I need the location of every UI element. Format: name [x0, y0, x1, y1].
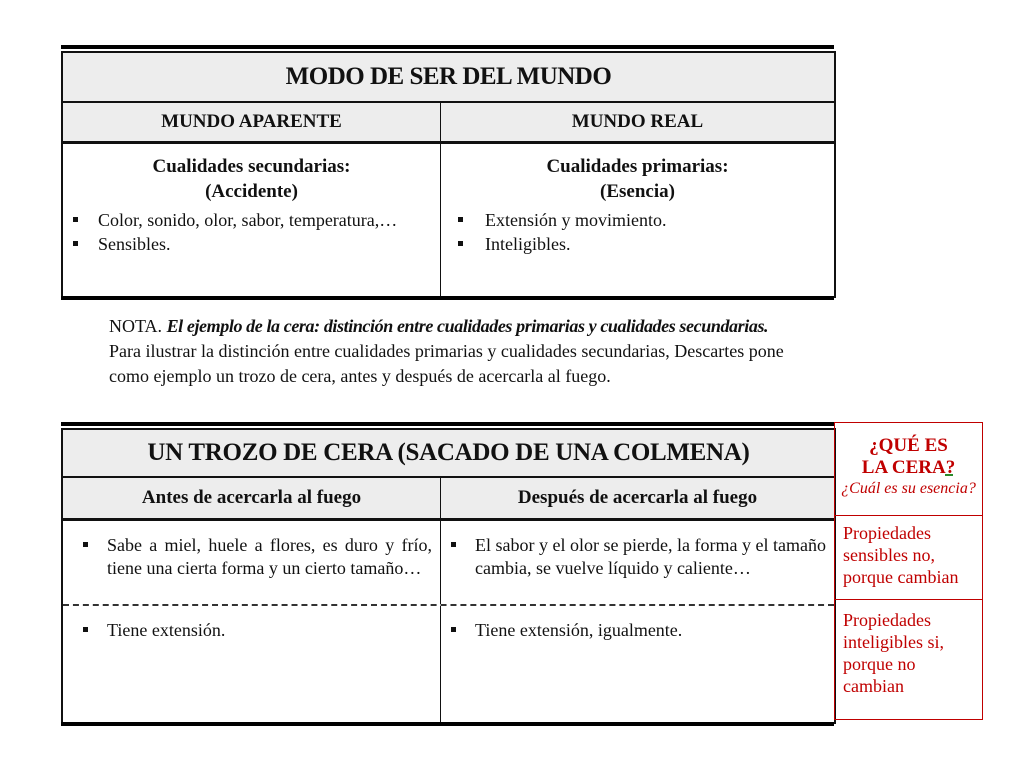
- list-item: [475, 534, 826, 580]
- cell-heading: [63, 154, 440, 204]
- side-subquestion: ¿Cuál es su esencia?: [841, 480, 976, 497]
- heading-line: Cualidades secundarias:: [152, 156, 351, 177]
- column-header-mundo-aparente: MUNDO APARENTE: [63, 103, 441, 141]
- side-question-line: LA CERA?: [861, 457, 956, 478]
- cell-despues: [441, 606, 834, 722]
- nota-label: NOTA.: [109, 316, 163, 336]
- bullet-icon: [458, 217, 463, 222]
- list-item: [63, 208, 440, 232]
- side-note-line: sensibles no,: [843, 545, 935, 565]
- list-item: [63, 232, 440, 256]
- list-item-text: Extensión y movimiento.: [485, 210, 667, 230]
- side-note-line: Propiedades: [843, 523, 931, 543]
- bullet-list: [63, 208, 440, 256]
- side-note-inteligibles: [835, 601, 982, 719]
- bullet-icon: [451, 627, 456, 632]
- side-note-line: porque no: [843, 654, 916, 674]
- cell-despues: [441, 521, 834, 604]
- spellcheck-squiggle-icon: [945, 466, 953, 476]
- table-bottom-rule: [61, 722, 834, 726]
- list-item: [441, 232, 834, 256]
- list-item-text: Color, sonido, olor, sabor, temperatura,…: [98, 210, 398, 230]
- table-row: [63, 521, 834, 606]
- side-question: [835, 435, 982, 479]
- cell-heading: [441, 154, 834, 204]
- heading-line: (Esencia): [600, 181, 675, 202]
- esencia-side-column: [834, 422, 983, 720]
- bullet-list: [441, 208, 834, 256]
- side-note-line: porque cambian: [843, 567, 959, 587]
- column-header-antes: Antes de acercarla al fuego: [63, 478, 441, 518]
- bullet-icon: [73, 241, 78, 246]
- list-item-text: Tiene extensión.: [107, 620, 226, 640]
- side-note-sensibles: [835, 516, 982, 600]
- column-header-mundo-real: MUNDO REAL: [571, 111, 704, 132]
- table-top-rule: [61, 45, 834, 49]
- side-question-line: ¿QUÉ ES: [869, 435, 948, 456]
- side-note-line: inteligibles si,: [843, 632, 944, 652]
- list-item-text: Tiene extensión, igualmente.: [475, 620, 683, 640]
- side-note-line: Propiedades: [843, 610, 931, 630]
- heading-line: (Accidente): [205, 181, 298, 202]
- table-frame: [61, 51, 836, 298]
- bullet-icon: [73, 217, 78, 222]
- nota-line-2: Para ilustrar la distinción entre cualidades primarias y cualidades secundarias, Descartes pone: [109, 341, 784, 361]
- table-title: UN TROZO DE CERA (SACADO DE UNA COLMENA): [63, 430, 834, 478]
- trozo-de-cera-table: [61, 422, 834, 727]
- list-item-text: Sensibles.: [98, 234, 171, 254]
- list-item-text: Sabe a miel, huele a flores, es duro y frío, tiene una cierta forma y un cierto tamaño…: [107, 535, 432, 578]
- list-item-text: El sabor y el olor se pierde, la forma y el tamaño cambia, se vuelve líquido y caliente…: [475, 535, 826, 578]
- header-row: [63, 478, 834, 521]
- table-bottom-rule: [61, 296, 834, 300]
- table-title: MODO DE SER DEL MUNDO: [63, 53, 834, 103]
- bullet-icon: [83, 627, 88, 632]
- cell-antes: [63, 606, 441, 722]
- bullet-icon: [451, 542, 456, 547]
- nota-line-1: [109, 314, 829, 339]
- nota-title: El ejemplo de la cera: distinción entre cualidades primarias y cualidades secundarias.: [166, 316, 769, 336]
- cell-mundo-real: [441, 144, 834, 296]
- cell-antes: [63, 521, 441, 604]
- bullet-icon: [458, 241, 463, 246]
- list-item: [107, 534, 432, 580]
- bullet-icon: [83, 542, 88, 547]
- nota-paragraph: [109, 314, 829, 389]
- table-top-rule: [61, 422, 834, 426]
- table-row: [63, 606, 834, 722]
- cell-mundo-aparente: [63, 144, 441, 296]
- list-item: [475, 619, 826, 642]
- list-item-text: Inteligibles.: [485, 234, 571, 254]
- nota-line-3: como ejemplo un trozo de cera, antes y después de acercarla al fuego.: [109, 366, 611, 386]
- column-header-despues: Después de acercarla al fuego: [517, 487, 758, 508]
- side-note-line: cambian: [843, 676, 904, 696]
- heading-line: Cualidades primarias:: [546, 156, 729, 177]
- list-item: [441, 208, 834, 232]
- list-item: [107, 619, 432, 642]
- modo-de-ser-table: [61, 45, 834, 300]
- table-frame: [61, 428, 836, 724]
- side-header: [835, 423, 982, 516]
- header-row: [63, 103, 834, 144]
